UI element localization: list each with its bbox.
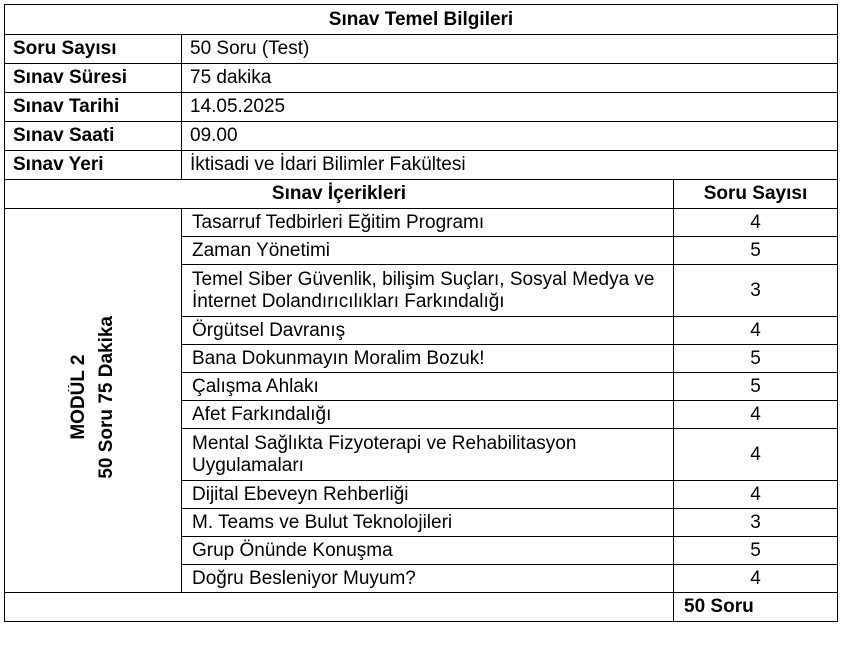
info-row	[5, 151, 838, 180]
topic-name: Afet Farkındalığı	[182, 401, 674, 429]
info-row	[5, 64, 838, 93]
topic-count: 4	[674, 429, 838, 481]
module-duration: 50 Soru 75 Dakika	[96, 316, 117, 479]
topic-count: 3	[674, 265, 838, 317]
topic-name: Dijital Ebeveyn Rehberliği	[182, 481, 674, 509]
exam-info-table	[4, 4, 838, 622]
topic-row	[5, 209, 838, 237]
topic-name: Tasarruf Tedbirleri Eğitim Programı	[182, 209, 674, 237]
info-label: Soru Sayısı	[5, 35, 182, 64]
topic-count: 5	[674, 373, 838, 401]
topic-count: 3	[674, 509, 838, 537]
info-label: Sınav Tarihi	[5, 93, 182, 122]
topic-name: Örgütsel Davranış	[182, 317, 674, 345]
info-row	[5, 93, 838, 122]
module-cell	[5, 209, 182, 593]
info-value: İktisadi ve İdari Bilimler Fakültesi	[182, 151, 838, 180]
topic-count: 5	[674, 537, 838, 565]
topic-name: Grup Önünde Konuşma	[182, 537, 674, 565]
total-empty-cell	[5, 593, 674, 622]
info-value: 50 Soru (Test)	[182, 35, 838, 64]
topic-name: Mental Sağlıkta Fizyoterapi ve Rehabilitasyon Uygulamaları	[182, 429, 674, 481]
contents-header-row	[5, 180, 838, 209]
info-label: Sınav Saati	[5, 122, 182, 151]
contents-header: Sınav İçerikleri	[5, 180, 674, 209]
topic-name: M. Teams ve Bulut Teknolojileri	[182, 509, 674, 537]
topic-name: Çalışma Ahlakı	[182, 373, 674, 401]
info-value: 14.05.2025	[182, 93, 838, 122]
topic-count: 5	[674, 237, 838, 265]
module-label	[65, 316, 121, 479]
topic-count: 4	[674, 401, 838, 429]
table-title: Sınav Temel Bilgileri	[5, 5, 838, 35]
count-header: Soru Sayısı	[674, 180, 838, 209]
topic-count: 5	[674, 345, 838, 373]
topic-count: 4	[674, 209, 838, 237]
topic-name: Zaman Yönetimi	[182, 237, 674, 265]
info-label: Sınav Yeri	[5, 151, 182, 180]
topic-count: 4	[674, 481, 838, 509]
module-title: MODÜL 2	[68, 354, 89, 441]
info-row	[5, 122, 838, 151]
topic-name: Bana Dokunmayın Moralim Bozuk!	[182, 345, 674, 373]
topic-count: 4	[674, 317, 838, 345]
total-value: 50 Soru	[674, 593, 838, 622]
info-row	[5, 35, 838, 64]
topic-name: Temel Siber Güvenlik, bilişim Suçları, Sosyal Medya ve İnternet Dolandırıcılıkları Farkındalığı	[182, 265, 674, 317]
title-row	[5, 5, 838, 35]
info-value: 75 dakika	[182, 64, 838, 93]
info-label: Sınav Süresi	[5, 64, 182, 93]
topic-name: Doğru Besleniyor Muyum?	[182, 565, 674, 593]
total-row	[5, 593, 838, 622]
topic-count: 4	[674, 565, 838, 593]
info-value: 09.00	[182, 122, 838, 151]
